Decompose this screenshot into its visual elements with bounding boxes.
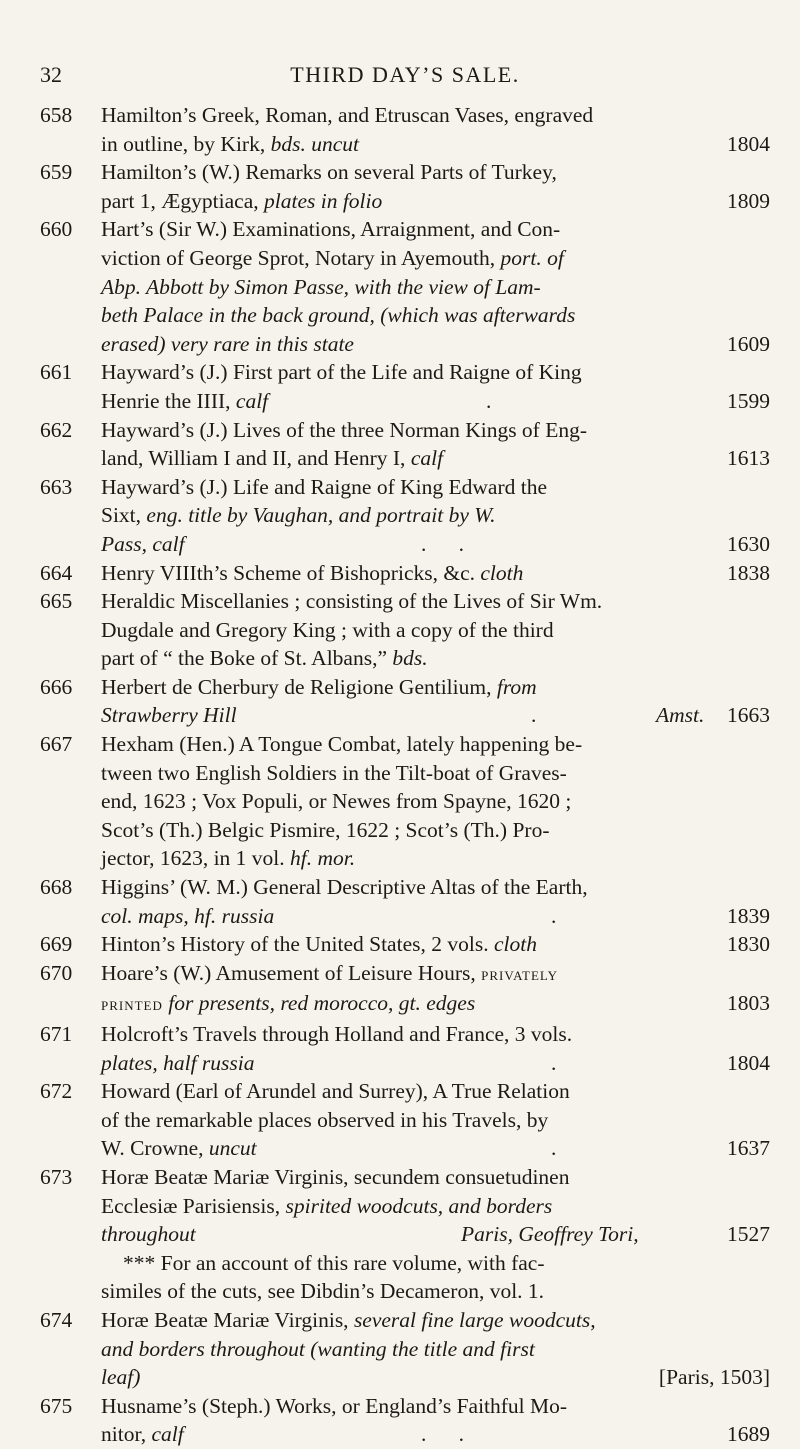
entry-line: of the remarkable places observed in his Travels, by [101, 1107, 549, 1132]
running-title: THIRD DAY’S SALE. [290, 62, 520, 87]
entry-line: similes of the cuts, see Dibdin’s Decameron, vol. 1. [101, 1279, 545, 1304]
catalogue-entry-663 [40, 473, 770, 559]
entry-line: end, 1623 ; Vox Populi, or Newes from Spayne, 1620 ; [101, 789, 572, 814]
entry-line: Ecclesiæ Parisiensis, spirited woodcuts, and borders [101, 1193, 553, 1218]
lot-number: 661 [40, 360, 73, 385]
catalogue-entries [40, 101, 770, 1449]
entry-line: part of “ the Boke of St. Albans,” bds. [101, 646, 428, 671]
entry-line: throughout Paris, Geoffrey Tori, 1527 [101, 1220, 770, 1249]
entry-line: Holcroft’s Travels through Holland and France, 3 vols. [101, 1022, 573, 1046]
entry-line: col. maps, hf. russia . 1839 [101, 902, 770, 931]
entry-year: 1630 [727, 531, 770, 556]
lot-number: 659 [40, 160, 73, 185]
entry-year: 1809 [727, 188, 770, 213]
catalogue-entry-664 [40, 559, 770, 588]
entry-line: Husname’s (Steph.) Works, or England’s Faithful Mo- [101, 1393, 568, 1418]
catalogue-entry-670 [40, 959, 770, 1020]
lot-number: 663 [40, 474, 73, 499]
catalogue-entry-673 [40, 1163, 770, 1306]
entry-line: Hayward’s (J.) First part of the Life and Raigne of King [101, 360, 582, 385]
entry-year: [Paris, 1503] [658, 1365, 770, 1390]
lot-number: 669 [40, 932, 73, 957]
lot-number: 658 [40, 103, 73, 127]
entry-line: printed for presents, red morocco, gt. edges 1803 [101, 989, 770, 1020]
entry-line: Hexham (Hen.) A Tongue Combat, lately happening be- [101, 732, 583, 757]
entry-line: part 1, Ægyptiaca, plates in folio 1809 [101, 187, 770, 216]
catalogue-entry-666 [40, 673, 770, 730]
lot-number: 666 [40, 674, 73, 699]
entry-line: Henry VIIIth’s Scheme of Bishopricks, &c. cloth 1838 [101, 559, 770, 588]
entry-year: 1830 [727, 932, 770, 957]
entry-line: Hamilton’s Greek, Roman, and Etruscan Vases, engraved [101, 103, 594, 127]
lot-number: 668 [40, 875, 73, 900]
lot-number: 667 [40, 732, 73, 757]
entry-line: leaf) [Paris, 1503] [101, 1363, 770, 1392]
lot-number: 664 [40, 560, 73, 585]
entry-line: Horæ Beatæ Mariæ Virginis, secundem consuetudinen [101, 1164, 570, 1189]
entry-line: Higgins’ (W. M.) General Descriptive Altas of the Earth, [101, 875, 588, 900]
catalogue-entry-659 [40, 158, 770, 215]
lot-number: 674 [40, 1307, 73, 1332]
entry-line: Pass, calf . . 1630 [101, 530, 770, 559]
lot-number: 673 [40, 1164, 73, 1189]
entry-year: 1609 [727, 331, 770, 356]
entry-line: and borders throughout (wanting the title and first [101, 1336, 535, 1361]
entry-year: 1838 [727, 560, 770, 585]
page-header [40, 62, 770, 92]
lot-number: 675 [40, 1393, 73, 1418]
entry-line: land, William I and II, and Henry I, calf 1613 [101, 444, 770, 473]
entry-line: erased) very rare in this state 1609 [101, 330, 770, 359]
entry-line: in outline, by Kirk, bds. uncut 1804 [101, 130, 770, 159]
entry-line: viction of George Sprot, Notary in Ayemouth, port. of [101, 245, 564, 270]
catalogue-entry-669 [40, 930, 770, 959]
page-number: 32 [40, 62, 62, 87]
entry-year: 1613 [727, 446, 770, 471]
entry-year: 1839 [727, 903, 770, 928]
catalogue-entry-672 [40, 1077, 770, 1163]
entry-line: Horæ Beatæ Mariæ Virginis, several fine large woodcuts, [101, 1307, 596, 1332]
catalogue-entry-662 [40, 416, 770, 473]
entry-line: tween two English Soldiers in the Tilt-boat of Graves- [101, 760, 567, 785]
entry-line: *** For an account of this rare volume, with fac- [123, 1250, 545, 1275]
entry-year: 1527 [727, 1222, 770, 1247]
entry-line: Dugdale and Gregory King ; with a copy of the third [101, 617, 554, 642]
entry-year: 1689 [727, 1422, 770, 1447]
entry-line: Henrie the IIII, calf . 1599 [101, 387, 770, 416]
entry-line: Hinton’s History of the United States, 2 vols. cloth 1830 [101, 930, 770, 959]
lot-number: 662 [40, 417, 73, 442]
entry-line: Hamilton’s (W.) Remarks on several Parts of Turkey, [101, 160, 557, 185]
entry-year: 1804 [727, 1050, 770, 1075]
lot-number: 670 [40, 960, 73, 985]
catalogue-entry-668 [40, 873, 770, 930]
lot-number: 671 [40, 1022, 73, 1046]
catalogue-entry-658 [40, 101, 770, 158]
entry-line: Howard (Earl of Arundel and Surrey), A True Relation [101, 1079, 570, 1104]
entry-line: jector, 1623, in 1 vol. hf. mor. [101, 846, 356, 871]
catalogue-entry-661 [40, 358, 770, 415]
entry-line: Hayward’s (J.) Lives of the three Norman Kings of Eng- [101, 417, 588, 442]
entry-year: 1599 [727, 388, 770, 413]
lot-number: 660 [40, 217, 73, 242]
entry-line: Sixt, eng. title by Vaughan, and portrait by W. [101, 503, 496, 528]
entry-year: 1637 [727, 1136, 770, 1161]
entry-year: 1804 [727, 131, 770, 156]
entry-line: Strawberry Hill . Amst. 1663 [101, 701, 770, 730]
entry-line: beth Palace in the back ground, (which was afterwards [101, 303, 576, 328]
entry-line: Abp. Abbott by Simon Passe, with the view of Lam- [101, 274, 541, 299]
catalogue-entry-665 [40, 587, 770, 673]
lot-number: 665 [40, 589, 73, 614]
entry-year: 1663 [727, 703, 770, 728]
catalogue-entry-671 [40, 1020, 770, 1077]
entry-line: Hart’s (Sir W.) Examinations, Arraignment, and Con- [101, 217, 561, 242]
catalogue-entry-660 [40, 215, 770, 358]
entry-line: Herbert de Cherbury de Religione Gentilium, from [101, 674, 537, 699]
catalogue-entry-667 [40, 730, 770, 873]
entry-line: W. Crowne, uncut . 1637 [101, 1134, 770, 1163]
entry-year: 1803 [727, 991, 770, 1016]
entry-line: Hayward’s (J.) Life and Raigne of King Edward the [101, 474, 547, 499]
catalogue-entry-675 [40, 1392, 770, 1449]
catalogue-entry-674 [40, 1306, 770, 1392]
entry-line: plates, half russia . 1804 [101, 1049, 770, 1078]
entry-line: nitor, calf . . 1689 [101, 1420, 770, 1449]
entry-line: Heraldic Miscellanies ; consisting of the Lives of Sir Wm. [101, 589, 603, 614]
lot-number: 672 [40, 1079, 73, 1104]
entry-line: Hoare’s (W.) Amusement of Leisure Hours, privately [101, 960, 558, 985]
entry-line: Scot’s (Th.) Belgic Pismire, 1622 ; Scot’s (Th.) Pro- [101, 817, 550, 842]
